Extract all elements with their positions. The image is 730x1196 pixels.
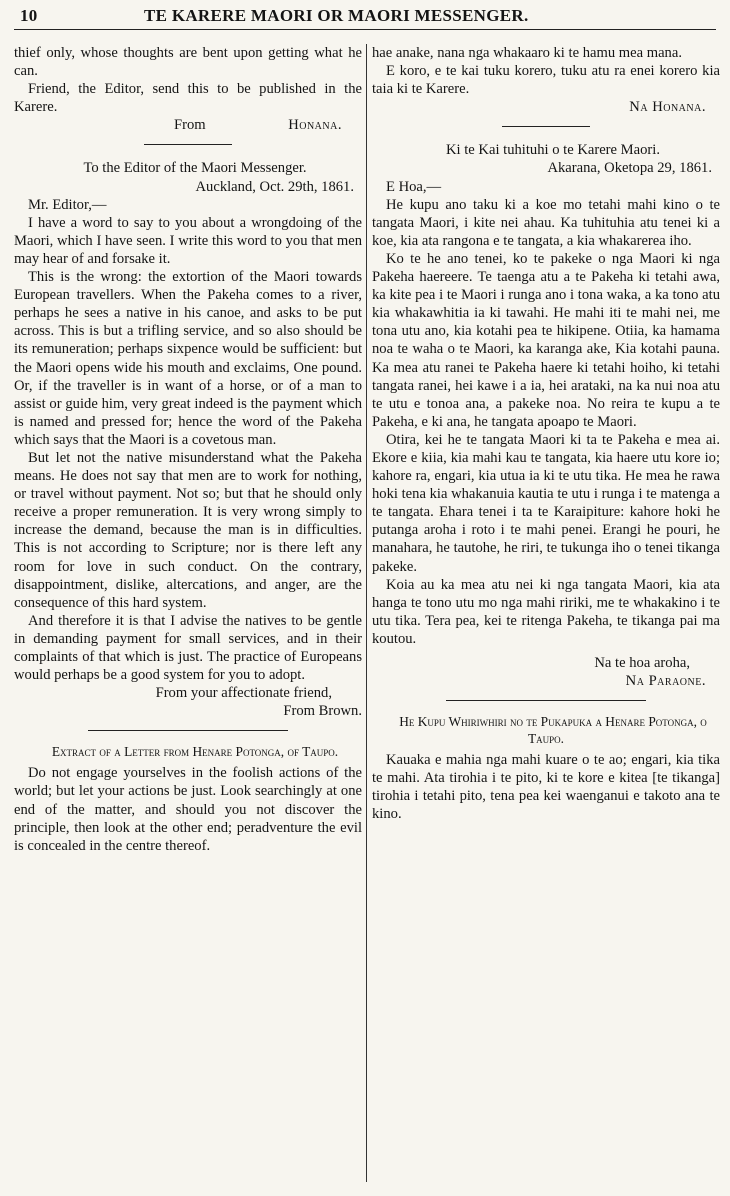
signature: Na Honana. <box>629 99 706 116</box>
letter-dateline: Auckland, Oct. 29th, 1861. <box>195 178 354 195</box>
from-label: From <box>174 117 206 134</box>
continued-paragraph: thief only, whose thoughts are bent upon getting what he can. <box>14 45 362 80</box>
column-divider <box>366 44 367 1182</box>
short-rule <box>502 126 590 127</box>
letter-dateline: Akarana, Oketopa 29, 1861. <box>547 160 712 177</box>
letter-signature: From Brown. <box>283 703 362 720</box>
section-rule <box>446 700 646 701</box>
header-rule <box>14 29 716 30</box>
friend-line: E koro, e te kai tuku korero, tuku atu ra enei korero kia taia ki te Karere. <box>372 63 720 98</box>
extract-text: Kauaka e mahia nga mahi kuare o te ao; engari, kia tika te mahi. Ata tirohia i te pito, ki te kore e kitea [te tikanga] tirohia i tetahi pito, tena pea kei waenganui e takoto ana te kino. <box>372 752 720 823</box>
letter-paragraph: But let not the native misunderstand what the Pakeha means. He does not say that men are to work for nothing, or travel without payment. Not so; but that he should only receive a proper remuneration. It is very wrong simply to increase the demand, because the man is in difficulties. This is not according to Scripture; nor is there left any room for love in such conduct. On the contrary, disappointment, dislike, altercations, and anger, are the consequence of this hard system. <box>14 449 362 611</box>
masthead-title: TE KARERE MAORI OR MAORI MESSENGER. <box>144 6 529 25</box>
from-signature <box>14 116 362 134</box>
letter-paragraph: Koia au ka mea atu nei ki nga tangata Maori, kia ata hanga te tono utu mo nga mahi ririki, me te whakakino i te utu tika. Tera pea, kei te ritenga Pakeha, te tikanga pai ma koutou. <box>372 576 720 647</box>
maori-column <box>372 44 720 1190</box>
letter-paragraph: He kupu ano taku ki a koe mo tetahi mahi kino o te tangata Maori, i kite nei ahau. Ka tuhituhia atu tenei ki a koe, kia ata rangona e te tangata, a kia whakarerea iho. <box>372 196 720 249</box>
english-column <box>14 44 362 1190</box>
section-rule <box>88 730 288 731</box>
extract-title: Extract of a Letter from Henare Potonga, of Taupo. <box>51 744 339 760</box>
letter-paragraph: Ko te he ano tenei, ko te pakeke o nga Maori ki nga Pakeha haereere. Te taenga atu a te Pakeha ki tetahi awa, ka kite pea i te Maori i runga ano i tona waka, a ka tono atu kia whakawhitia ia ki tawahi. He mahi iti te mahi nei, me tona utu ano, kia kotahi pea te hikipene. Otiia, ka hamama noa te waha o te Maori, ka karanga ake, Kia kotahi pauna. Ka mea atu ranei te Pakeha haere ki tetahi hoiho, ki tetahi tangata ranei, hei kawe i a ia, hei arataki, na ka nui noa atu te utu e tonoa ana, a pakeke noa. No reira te kupu a te Pakeha, e ki ana, he tangata apoapo te Maori. <box>372 250 720 430</box>
extract-text: Do not engage yourselves in the foolish actions of the world; but let your actions be just. Look searchingly at one end of the matter, and should you not discover the principle, then look at the other end; peradventure the evil is concealed in the centre thereof. <box>14 765 362 854</box>
letter-paragraph: I have a word to say to you about a wrongdoing of the Maori, which I have seen. I write this word to you that men may hear of and forsake it. <box>14 214 362 267</box>
letter-closing: From your affectionate friend, <box>155 685 332 702</box>
letter-heading: To the Editor of the Maori Messenger. <box>83 160 307 177</box>
letter-salutation: E Hoa,— <box>386 178 442 195</box>
letter-salutation: Mr. Editor,— <box>28 196 107 213</box>
letter-heading: Ki te Kai tuhituhi o te Karere Maori. <box>446 142 660 159</box>
letter-signature: Na Paraone. <box>625 673 706 690</box>
friend-line: Friend, the Editor, send this to be published in the Karere. <box>14 81 362 116</box>
page-header <box>14 4 716 28</box>
letter-paragraph: And therefore it is that I advise the natives to be gentle in demanding payment for small services, and in their complaints of that which is just. The practice of Europeans would perhaps be a good system for you to adopt. <box>14 612 362 684</box>
from-name: Honana. <box>288 117 342 134</box>
letter-closing: Na te hoa aroha, <box>594 655 690 671</box>
extract-title: He Kupu Whiriwhiri no te Pukapuka a Henare Potonga, o Taupo. <box>399 714 707 747</box>
page-number: 10 <box>20 6 38 25</box>
continued-paragraph: hae anake, nana nga whakaaro ki te hamu mea mana. <box>372 45 682 61</box>
letter-paragraph: Otira, kei he te tangata Maori ki ta te Pakeha e mea ai. Ekore e kiia, kia mahi kau te tangata, kia haere utu kore io; kahore ra, engari, kia utua ia ki te utu tika. He mea he rawa hoki tena kia whakanuia kautia te utu i runga i te matenga a te tangata. Ehara tenei i ta te Karaipiture: kahore hoki he putanga aroha i roto i te mahi penei. Erangi he pouri, he manahara, he tautohe, he riri, te tukunga iho o tenei tikanga pakeke. <box>372 431 720 575</box>
short-rule <box>144 144 232 145</box>
letter-paragraph: This is the wrong: the extortion of the Maori towards European travellers. When the Pakeha comes to a river, perhaps he sees a native in his canoe, and asks to be put across. This is but a trifling service, and so also should be its remuneration; perhaps sixpence would be sufficient: but the Maori opens wide his mouth and exclaims, One pound. Or, if the traveller is in want of a horse, or of a man to assist or guide him, very great indeed is the payment which is named and pressed for; hence the word of the Pakeha which says that the Maori is a covetous man. <box>14 269 362 448</box>
